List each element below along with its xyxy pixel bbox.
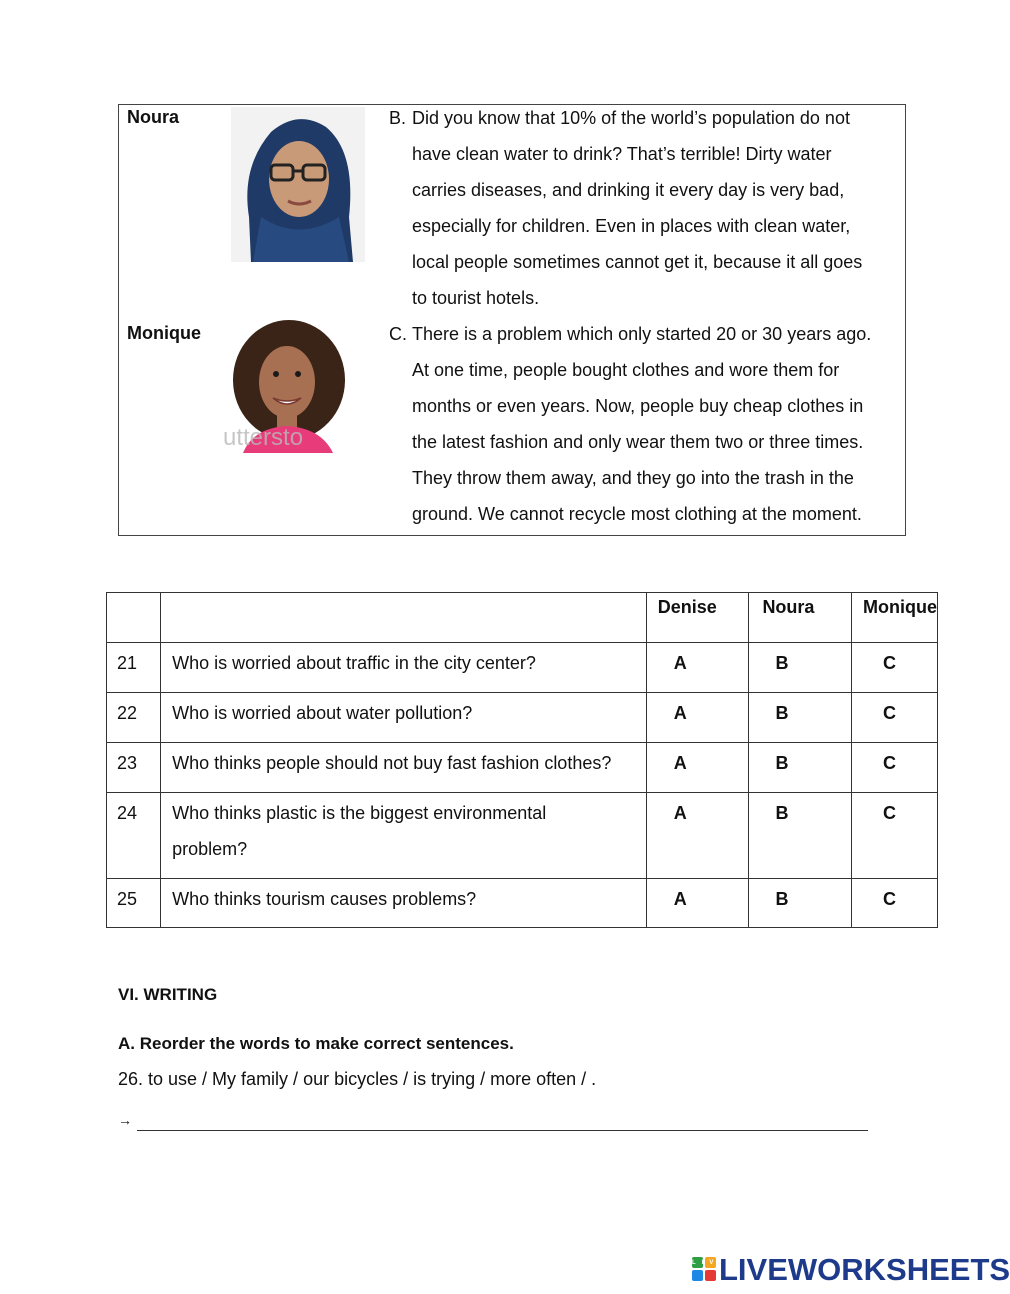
answer-b[interactable]: B — [749, 743, 852, 793]
question-number: 23 — [107, 743, 161, 793]
question-number: 24 — [107, 793, 161, 879]
question-table — [106, 592, 938, 928]
answer-b[interactable]: B — [749, 879, 852, 928]
writing-item-26: 26. to use / My family / our bicycles / is trying / more often / . — [118, 1069, 597, 1089]
table-row — [107, 743, 938, 793]
paragraph-line: have clean water to drink? That’s terrible! Dirty water — [412, 144, 832, 164]
paragraph-line: Did you know that 10% of the world’s population do not — [412, 108, 850, 128]
paragraph-line: especially for children. Even in places with clean water, — [412, 216, 851, 236]
question-text: Who is worried about traffic in the city center? — [161, 643, 647, 693]
paragraph-letter: B. — [389, 108, 407, 128]
paragraph-line: carries diseases, and drinking it every day is very bad, — [412, 180, 845, 200]
table-row — [107, 879, 938, 928]
question-text: Who thinks tourism causes problems? — [161, 879, 647, 928]
answer-a[interactable]: A — [646, 793, 749, 879]
arrow-icon: → — [118, 1112, 132, 1128]
brand-name[interactable]: LIVEWORKSHEETS — [719, 1252, 1010, 1287]
answer-b[interactable]: B — [749, 643, 852, 693]
paragraph-line: local people sometimes cannot get it, because it all goes — [412, 252, 863, 272]
answer-c[interactable]: C — [852, 793, 938, 879]
header-empty-cell — [161, 593, 647, 643]
noura-photo — [231, 107, 365, 262]
paragraph-line: There is a problem which only started 20 or 30 years ago. — [412, 324, 872, 344]
answer-c[interactable]: C — [852, 743, 938, 793]
question-number: 25 — [107, 879, 161, 928]
paragraph-c — [389, 316, 899, 532]
answer-a[interactable]: A — [646, 643, 749, 693]
paragraph-line: They throw them away, and they go into the trash in the — [412, 468, 854, 488]
watermark-text: utterstо — [223, 424, 304, 451]
header-noura: Noura — [749, 593, 852, 643]
paragraph-line: At one time, people bought clothes and wore them for — [412, 360, 840, 380]
reading-table — [118, 104, 906, 536]
answer-c[interactable]: C — [852, 879, 938, 928]
paragraph-line: ground. We cannot recycle most clothing at the moment. — [412, 504, 862, 524]
paragraph-line: to tourist hotels. — [412, 288, 540, 308]
answer-b[interactable]: B — [749, 793, 852, 879]
header-monique: Monique — [852, 593, 938, 643]
answer-a[interactable]: A — [646, 693, 749, 743]
header-empty-cell — [107, 593, 161, 643]
liveworksheets-logo-icon — [692, 1257, 730, 1281]
answer-b[interactable]: B — [749, 693, 852, 743]
question-text — [161, 793, 647, 879]
paragraph-line: the latest fashion and only wear them two or three times. — [412, 432, 864, 452]
answer-line[interactable] — [137, 1130, 868, 1131]
paragraph-b — [389, 100, 899, 316]
subsection-title: A. Reorder the words to make correct sentences. — [118, 1034, 514, 1053]
header-row — [107, 593, 938, 643]
header-denise: Denise — [646, 593, 749, 643]
paragraph-letter: C. — [389, 324, 407, 344]
table-row — [107, 693, 938, 743]
answer-c[interactable]: C — [852, 643, 938, 693]
paragraph-line: months or even years. Now, people buy cheap clothes in — [412, 396, 864, 416]
answer-c[interactable]: C — [852, 693, 938, 743]
logo-letters: LIVE — [692, 1260, 730, 1266]
question-text: Who is worried about water pollution? — [161, 693, 647, 743]
question-text: Who thinks people should not buy fast fashion clothes? — [161, 743, 647, 793]
monique-photo — [223, 320, 355, 453]
table-row — [107, 643, 938, 693]
question-text-line: Who thinks plastic is the biggest environmental — [172, 803, 547, 823]
question-text-line: problem? — [172, 839, 248, 859]
table-row — [107, 793, 938, 879]
answer-a[interactable]: A — [646, 743, 749, 793]
person-name-noura: Noura — [127, 107, 180, 127]
person-name-monique: Monique — [127, 323, 201, 343]
answer-a[interactable]: A — [646, 879, 749, 928]
question-number: 21 — [107, 643, 161, 693]
section-title: VI. WRITING — [118, 985, 218, 1004]
question-number: 22 — [107, 693, 161, 743]
